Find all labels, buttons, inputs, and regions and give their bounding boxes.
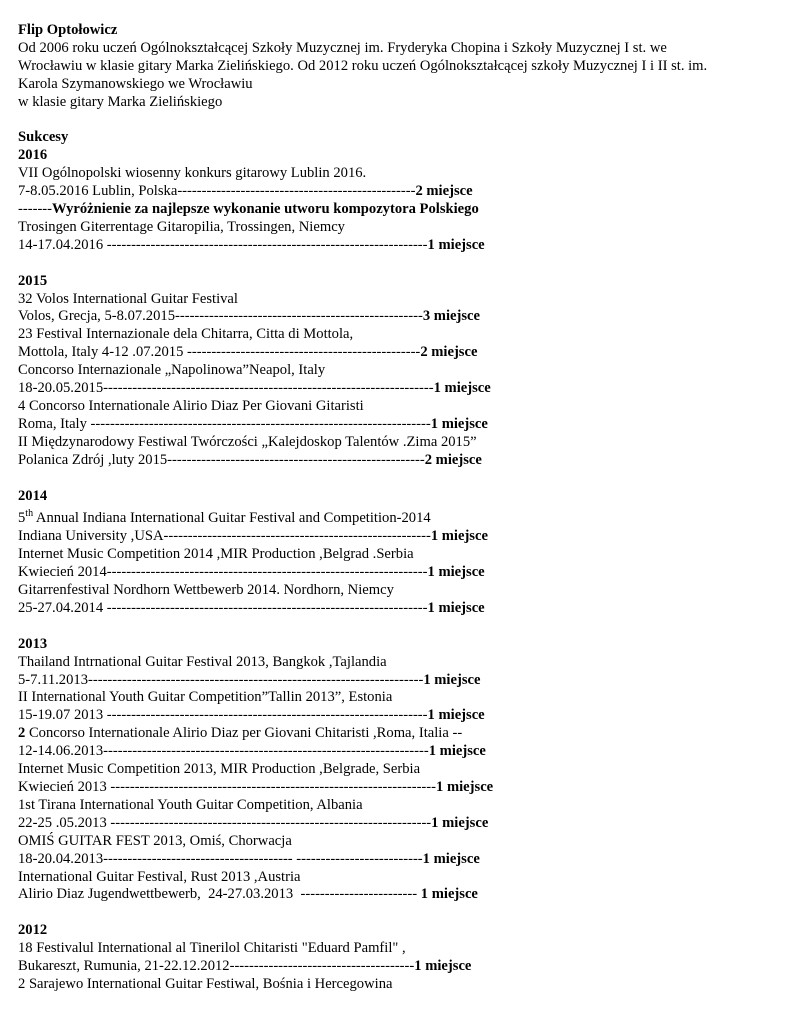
result-line: Roma, Italy ----------------------------------------------------------------------1 miejsce — [18, 415, 488, 432]
result-place: 1 miejsce — [427, 564, 485, 581]
result-line: Mottola, Italy 4-12 .07.2015 ------------------------------------------------2 miejsce — [18, 344, 478, 361]
result-line: Kwiecień 2013 -------------------------------------------------------------------1 miejsce — [18, 779, 494, 795]
competition-line: 23 Festival Internazionale dela Chitarra, Citta di Mottola, — [18, 326, 354, 343]
result-place: 1 miejsce — [427, 707, 485, 724]
spacer — [18, 112, 773, 130]
spacer — [18, 618, 773, 636]
result-line: 12-14.06.2013-------------------------------------------------------------------1 miejsce — [18, 743, 486, 760]
result-place: 1 miejsce — [431, 814, 489, 831]
result-place: 2 miejsce — [415, 183, 473, 200]
competition-line: II Międzynarodowy Festiwal Twórczości „Kalejdoskop Talentów .Zima 2015” — [18, 433, 477, 450]
result-place: 1 miejsce — [427, 236, 485, 253]
competition-line: International Guitar Festival, Rust 2013 ,Austria — [18, 868, 301, 885]
result-place: 1 miejsce — [436, 779, 494, 795]
edition-number: 2 — [18, 725, 26, 742]
bio-line: w klasie gitary Marka Zielińskiego — [18, 93, 223, 110]
result-line: 18-20.04.2013--------------------------------------- --------------------------1 miejsce — [18, 850, 480, 867]
competition-line: Internet Music Competition 2014 ,MIR Production ,Belgrad .Serbia — [18, 546, 414, 563]
bio-line: Od 2006 roku uczeń Ogólnokształcącej Szkoły Muzycznej im. Fryderyka Chopina i Szkoły Muzycznej I st. we — [18, 39, 667, 56]
result-place: 1 miejsce — [430, 415, 488, 432]
competition-line: VII Ogólnopolski wiosenny konkurs gitarowy Lublin 2016. — [18, 165, 367, 182]
bio-line: Karola Szymanowskiego we Wrocławiu — [18, 75, 253, 92]
competition-line: 2 Concorso Internationale Alirio Diaz per Giovani Chitaristi ,Roma, Italia -- — [18, 725, 463, 742]
spacer — [18, 904, 773, 922]
year-heading-2016: 2016 — [18, 147, 48, 164]
competition-line: Internet Music Competition 2013, MIR Production ,Belgrade, Serbia — [18, 761, 421, 778]
result-line: Polanica Zdrój ,luty 2015-----------------------------------------------------2 miejsce — [18, 451, 482, 468]
result-line: Bukareszt, Rumunia, 21-22.12.2012--------------------------------------1 miejsce — [18, 958, 472, 975]
result-line: 7-8.05.2016 Lublin, Polska-------------------------------------------------2 miejsce — [18, 183, 473, 200]
competition-line: Thailand Intrnational Guitar Festival 2013, Bangkok ,Tajlandia — [18, 653, 387, 670]
competition-line: Trosingen Giterrentage Gitaropilia, Trossingen, Niemcy — [18, 218, 345, 235]
result-place: 1 miejsce — [414, 958, 472, 975]
year-heading-2014: 2014 — [18, 487, 48, 504]
result-place: 1 miejsce — [427, 599, 485, 616]
result-place: 1 miejsce — [430, 528, 488, 545]
result-place: 2 miejsce — [424, 451, 482, 468]
result-place: 3 miejsce — [422, 308, 480, 325]
competition-line: 1st Tirana International Youth Guitar Competition, Albania — [18, 796, 363, 813]
result-place: 1 miejsce — [420, 886, 478, 903]
result-line: Kwiecień 2014------------------------------------------------------------------1 miejsce — [18, 564, 485, 581]
competition-line: 2 Sarajewo International Guitar Festiwal, Bośnia i Hercegowina — [18, 975, 393, 992]
successes-heading: Sukcesy — [18, 129, 69, 146]
year-heading-2015: 2015 — [18, 272, 48, 289]
result-place: 1 miejsce — [422, 850, 480, 867]
competition-line: 4 Concorso Internationale Alirio Diaz Per Giovani Gitaristi — [18, 398, 364, 414]
result-line: 18-20.05.2015--------------------------------------------------------------------1 miejsce — [18, 380, 491, 397]
competition-line: 18 Festivalul International al Tinerilol Chitaristi "Eduard Pamfil" , — [18, 940, 406, 957]
competition-line: II International Youth Guitar Competition”Tallin 2013”, Estonia — [18, 689, 393, 706]
year-heading-2012: 2012 — [18, 922, 48, 939]
result-line: Volos, Grecja, 5-8.07.2015---------------------------------------------------3 miejsce — [18, 308, 480, 325]
person-name: Flip Optołowicz — [18, 22, 118, 38]
bio-line: Wrocławiu w klasie gitary Marka Zielińskiego. Od 2012 roku uczeń Ogólnokształcącej szkoły Muzycznej I i II st. im. — [18, 57, 708, 74]
result-place: 1 miejsce — [433, 380, 491, 397]
spacer — [18, 470, 773, 488]
competition-line: Concorso Internazionale „Napolinowa”Neapol, Italy — [18, 362, 326, 379]
result-place: 2 miejsce — [420, 344, 478, 361]
result-place: 1 miejsce — [423, 671, 481, 688]
year-heading-2013: 2013 — [18, 635, 48, 652]
award-text: Wyróżnienie za najlepsze wykonanie utworu kompozytora Polskiego — [52, 201, 479, 218]
competition-line: 5th Annual Indiana International Guitar Festival and Competition-2014 — [18, 508, 431, 527]
competition-line: 32 Volos International Guitar Festival — [18, 290, 238, 307]
spacer — [18, 255, 773, 273]
competition-line: Gitarrenfestival Nordhorn Wettbewerb 2014. Nordhorn, Niemcy — [18, 582, 394, 599]
ordinal-suffix: th — [25, 508, 34, 520]
award-line: -------Wyróżnienie za najlepsze wykonanie utworu kompozytora Polskiego — [18, 201, 479, 218]
result-line: Alirio Diaz Jugendwettbewerb, 24-27.03.2013 ------------------------ 1 miejsce — [18, 886, 478, 903]
result-line: Indiana University ,USA-------------------------------------------------------1 miejsce — [18, 528, 488, 545]
result-line: 15-19.07 2013 ------------------------------------------------------------------1 miejsce — [18, 707, 485, 724]
result-line: 5-7.11.2013---------------------------------------------------------------------1 miejsce — [18, 671, 481, 688]
result-line: 14-17.04.2016 ------------------------------------------------------------------1 miejsce — [18, 236, 485, 253]
competition-line: OMIŚ GUITAR FEST 2013, Omiś, Chorwacja — [18, 832, 292, 849]
result-line: 22-25 .05.2013 ------------------------------------------------------------------1 miejsce — [18, 814, 489, 831]
result-place: 1 miejsce — [428, 743, 486, 760]
result-line: 25-27.04.2014 ------------------------------------------------------------------1 miejsce — [18, 599, 485, 616]
